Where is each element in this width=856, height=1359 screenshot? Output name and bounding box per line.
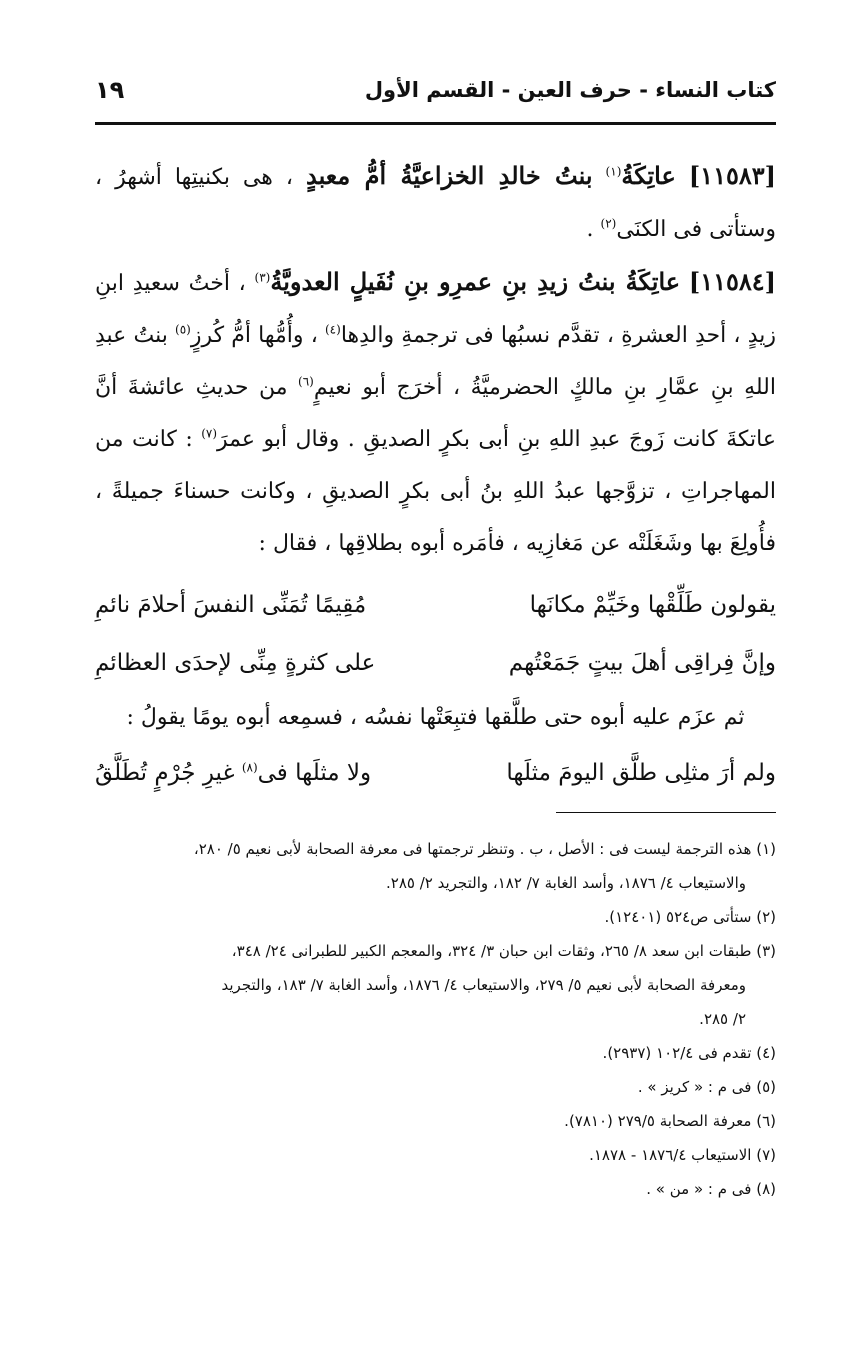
- entry-11583: [95, 150, 776, 256]
- verse-2: [95, 634, 776, 692]
- running-title: كتاب النساء - حرف العين - القسم الأول: [364, 78, 776, 102]
- footnotes: [95, 832, 776, 1206]
- entry-end: .: [586, 217, 594, 242]
- footnote-1-cont: والاستيعاب ٤/ ١٨٧٦، وأسد الغابة ٧/ ١٨٢، والتجريد ٢/ ٢٨٥.: [386, 874, 746, 892]
- prose-line: ثم عزَم عليه أبوه حتى طلَّقها فتبِعَتْها نفسُه ، فسمِعه أبوه يومًا يقولُ :: [126, 705, 745, 730]
- entry-11584: [95, 256, 776, 570]
- entry-number: [١١٥٨٣]: [688, 161, 776, 190]
- footnote-5: (٥) فى م : « كريز » .: [637, 1078, 776, 1096]
- entry-text-part: ، أختُ سعيدِ ابنِ زيدٍ ، أحدِ العشرةِ ، تقدَّم نسبُها فى ترجمةِ والدِها: [95, 271, 776, 348]
- hemistich-with-note: [95, 744, 371, 802]
- footnote-3: (٣) طبقات ابن سعد ٨/ ٢٦٥، وثقات ابن حبان ٣/ ٣٢٤، والمعجم الكبير للطبرانى ٢٤/ ٣٤٨،: [231, 942, 776, 960]
- page-header: [95, 68, 776, 112]
- footnote-7: (٧) الاستيعاب ١٨٧٦/٤ - ١٨٧٨.: [589, 1146, 776, 1164]
- footnote-2: (٢) ستأتى ص٥٢٤ (١٢٤٠١).: [604, 908, 776, 926]
- entry-text-part: : كانت من المهاجراتِ ، تزوَّجها عبدُ اللهِ بنُ أبى بكرٍ الصديقِ ، وكانت حسناءَ جميلةً ، فأُولِعَ بها وشَغَلَتْه عن مَغازِيه ، فأمَره أبوه بطلاقِها ، فقال :: [95, 427, 776, 556]
- poem: [95, 576, 776, 802]
- hemistich: يقولون طَلِّقْها وخَيِّمْ مكانَها: [529, 592, 776, 618]
- verse-1: [95, 576, 776, 634]
- footnote-3-cont2: ٢/ ٢٨٥.: [699, 1010, 746, 1028]
- footnote-8: (٨) فى م : « من » .: [646, 1180, 776, 1198]
- hemistich: غيرِ جُرْمٍ تُطَلَّقُ: [95, 760, 235, 786]
- verse-3: [95, 744, 776, 802]
- footnote-ref: (٣): [254, 270, 271, 285]
- footnote-ref: (٢): [600, 216, 617, 231]
- hemistich: ولم أرَ مثلِى طلَّق اليومَ مثلَها: [506, 760, 776, 786]
- entry-text-part: ، وأُمُّها أمُّ كُرزٍ: [190, 323, 318, 348]
- hemistich: وإنَّ فِراقِى أهلَ بيتٍ جَمَعْتُهم: [508, 650, 776, 676]
- footnote-1: (١) هذه الترجمة ليست فى : الأصل ، ب . وتنظر ترجمتها فى معرفة الصحابة لأبى نعيم ٥/ ٢٨٠،: [193, 840, 776, 858]
- footnote-ref: (٧): [201, 426, 218, 441]
- entry-number: [١١٥٨٤]: [688, 267, 776, 296]
- page-number: ١٩: [95, 76, 125, 104]
- footnote-4: (٤) تقدم فى ١٠٢/٤ (٢٩٣٧).: [602, 1044, 776, 1062]
- footnote-ref: (١): [605, 164, 622, 179]
- footnote-3-cont: ومعرفة الصحابة لأبى نعيم ٥/ ٢٧٩، والاستيعاب ٤/ ١٨٧٦، وأسد الغابة ٧/ ١٨٣، والتجريد: [221, 976, 746, 994]
- footnote-ref: (٥): [175, 322, 191, 337]
- entry-text-part: من حديثِ عائشةَ أنَّ عاتكةَ كانت زَوجَ عبدِ اللهِ بنِ أبى بكرٍ الصديقِ . وقال أبو عمرَ: [95, 375, 777, 452]
- header-rule: [95, 122, 776, 125]
- entry-head-rest: بنتُ خالدِ الخزاعيَّةُ أمُّ معبدٍ: [305, 161, 593, 190]
- hemistich: ولا مثلَها فى: [257, 760, 372, 786]
- footnote-ref: (٦): [298, 374, 314, 389]
- main-text: [95, 150, 776, 802]
- footnote-ref: (٤): [324, 322, 341, 337]
- footnote-rule: [556, 812, 776, 813]
- entry-name: عاتِكَةُ: [621, 161, 676, 190]
- entry-text: ، هى بكنيتِها أشهرُ ، وستأتى فى الكنَى: [95, 165, 776, 242]
- hemistich: على كثرةٍ مِنِّى لإحدَى العظائمِ: [95, 650, 376, 676]
- hemistich: مُقِيمًا تُمَنِّى النفسَ أحلامَ نائمِ: [95, 592, 367, 618]
- entry-text-part: بنتُ عبدِ اللهِ بنِ عمَّارِ بنِ مالكٍ الحضرميَّةُ ، أخرَج أبو نعيمٍ: [95, 323, 776, 400]
- footnote-6: (٦) معرفة الصحابة ٢٧٩/٥ (٧٨١٠).: [564, 1112, 776, 1130]
- footnote-ref: (٨): [241, 760, 258, 775]
- entry-name: عاتِكَةُ بنتُ زيدِ بنِ عمرِو بنِ نُفَيلٍ العدويَّةُ: [270, 267, 681, 296]
